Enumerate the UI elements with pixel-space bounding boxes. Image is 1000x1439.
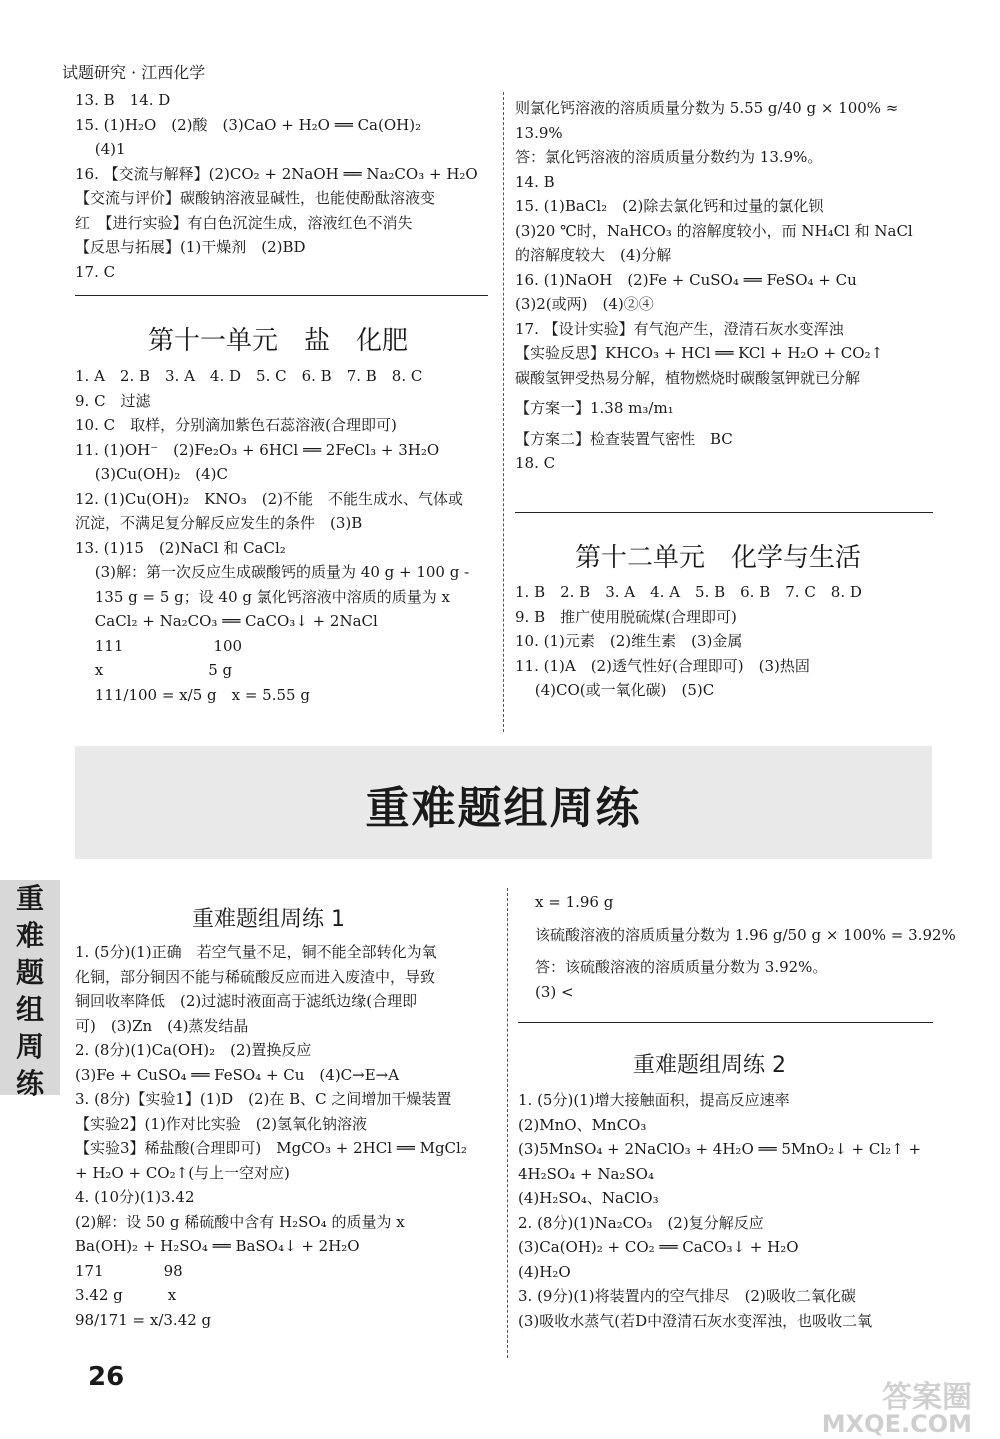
answer-line: 1. (5分)(1)增大接触面积，提高反应速率 (518, 1091, 790, 1109)
week1-right-answers (535, 890, 955, 1004)
answer-line: 化铜，部分铜因不能与稀硫酸反应而进入废渣中，导致 (75, 967, 436, 986)
side-tab-char: 难 (15, 919, 44, 952)
unit12-answers (515, 580, 945, 703)
unit11-answers (75, 364, 495, 707)
answer-line: 【实验2】(1)作对比实验 (2)氢氧化钠溶液 (75, 1114, 368, 1133)
answer-line: 3. (8分)【实验1】(1)D (2)在 B、C 之间增加干燥装置 (75, 1090, 452, 1108)
answer-line: (3)20 ℃时，NaHCO₃ 的溶解度较小，而 NH₄Cl 和 NaCl (515, 221, 913, 240)
section-banner (75, 746, 932, 859)
answer-line: 【方案二】检查装置气密性 BC (515, 429, 733, 448)
answer-line: 可) (3)Zn (4)蒸发结晶 (75, 1016, 249, 1035)
watermark-logo: 答案圈 (882, 1380, 972, 1415)
week2-title: 重难题组周练 2 (633, 1053, 786, 1078)
section-divider (518, 1022, 933, 1023)
answer-line: (3)5MnSO₄ + 2NaClO₃ + 4H₂O ══ 5MnO₂↓ + Cl₂↑ + (518, 1140, 922, 1158)
answer-line: 111 100 (75, 636, 243, 655)
answer-line: 2. (8分)(1)Ca(OH)₂ (2)置换反应 (75, 1041, 312, 1059)
answer-line: 9. B 推广使用脱硫煤(合理即可) (515, 607, 737, 626)
answer-line: x 5 g (75, 661, 233, 679)
answer-line: x = 1.96 g (535, 893, 614, 911)
answer-line: 【实验3】稀盐酸(合理即可) MgCO₃ + 2HCl ══ MgCl₂ (75, 1139, 467, 1157)
answer-line: 4. (10分)(1)3.42 (75, 1188, 195, 1206)
answer-line: (2)解：设 50 g 稀硫酸中含有 H₂SO₄ 的质量为 x (75, 1212, 405, 1231)
answer-line: 11. (1)OH⁻ (2)Fe₂O₃ + 6HCl ══ 2FeCl₃ + 3H₂O (75, 440, 440, 459)
answer-line: 10. C 取样，分别滴加紫色石蕊溶液(合理即可) (75, 416, 397, 434)
side-tab-char: 组 (15, 993, 44, 1026)
answer-line: 17. C (75, 262, 116, 281)
answer-line: (3) < (535, 982, 574, 1001)
answer-line: Ba(OH)₂ + H₂SO₄ ══ BaSO₄↓ + 2H₂O (75, 1237, 360, 1255)
answer-line: 答：氯化钙溶液的溶质质量分数约为 13.9%。 (515, 148, 823, 166)
answer-line: 1. B 2. B 3. A 4. A 5. B 6. B 7. C 8. D (515, 583, 862, 601)
answer-line: 【实验反思】KHCO₃ + HCl ══ KCl + H₂O + CO₂↑ (515, 344, 884, 362)
answer-line: 碳酸氢钾受热易分解，植物燃烧时碳酸氢钾就已分解 (515, 368, 861, 387)
banner-title: 重难题组周练 (365, 783, 642, 834)
answer-line: (3)Cu(OH)₂ (4)C (75, 465, 228, 483)
answer-line: 16. (1)NaOH (2)Fe + CuSO₄ ══ FeSO₄ + Cu (515, 270, 857, 289)
answer-line: 该硫酸溶液的溶质质量分数为 1.96 g/50 g × 100% = 3.92% (535, 925, 956, 944)
answer-line: + H₂O + CO₂↑(与上一空对应) (75, 1163, 290, 1182)
page-number: 26 (88, 1362, 125, 1392)
answer-line: (4)H₂O (518, 1262, 571, 1281)
column-divider (507, 888, 508, 1358)
answer-line: 111/100 = x/5 g x = 5.55 g (75, 685, 310, 704)
unit12-title: 第十二单元 化学与生活 (575, 543, 862, 573)
answer-line: 【方案一】1.38 m₃/m₁ (515, 399, 674, 417)
answer-line: 13.9% (515, 123, 563, 142)
answer-line: 13. (1)15 (2)NaCl 和 CaCl₂ (75, 538, 286, 557)
answer-line: 1. (5分)(1)正确 若空气量不足，铜不能全部转化为氧 (75, 943, 437, 961)
answer-line: 的溶解度较大 (4)分解 (515, 246, 672, 264)
section-divider (515, 512, 933, 513)
answer-line: (3)2(或两) (4)②④ (515, 295, 654, 313)
left-top-answers (75, 88, 495, 284)
answer-line: 17. 【设计实验】有气泡产生，澄清石灰水变浑浊 (515, 319, 844, 338)
answer-line: 15. (1)BaCl₂ (2)除去氯化钙和过量的氯化钡 (515, 197, 824, 215)
answer-line: 16. 【交流与解释】(2)CO₂ + 2NaOH ══ Na₂CO₃ + H₂O (75, 164, 478, 183)
answer-line: 135 g = 5 g；设 40 g 氯化钙溶液中溶质的质量为 x (75, 587, 451, 606)
answer-line: (3)Fe + CuSO₄ ══ FeSO₄ + Cu (4)C→E→A (75, 1065, 400, 1084)
answer-line: (3)吸收水蒸气(若D中澄清石灰水变浑浊，也吸收二氧 (518, 1311, 873, 1330)
right-top-answers (515, 96, 945, 476)
watermark-url: MXQE.COM (821, 1410, 972, 1438)
answer-line: 沉淀，不满足复分解反应发生的条件 (3)B (75, 514, 363, 532)
answer-line: 1. A 2. B 3. A 4. D 5. C 6. B 7. B 8. C (75, 367, 423, 385)
column-divider (503, 92, 504, 732)
answer-line: 13. B 14. D (75, 91, 171, 109)
running-header: 试题研究 · 江西化学 (62, 63, 206, 82)
week1-title: 重难题组周练 1 (192, 907, 345, 932)
answer-line: 3. (9分)(1)将装置内的空气排尽 (2)吸收二氧化碳 (518, 1287, 856, 1305)
answer-line: (3)解：第一次反应生成碳酸钙的质量为 40 g + 100 g - (75, 563, 470, 581)
answer-line: 2. (8分)(1)Na₂CO₃ (2)复分解反应 (518, 1213, 764, 1232)
answer-line: 18. C (515, 454, 556, 472)
week2-answers (518, 1088, 943, 1333)
answer-line: 3.42 g x (75, 1286, 177, 1304)
answer-line: 答：该硫酸溶液的溶质质量分数为 3.92%。 (535, 958, 828, 976)
answer-line: 12. (1)Cu(OH)₂ KNO₃ (2)不能 不能生成水、气体或 (75, 489, 463, 508)
answer-line: (4)CO(或一氧化碳) (5)C (515, 681, 715, 699)
side-tab-char: 题 (15, 956, 44, 989)
week1-answers (75, 940, 500, 1332)
answer-line: 铜回收率降低 (2)过滤时液面高于滤纸边缘(合理即 (75, 992, 418, 1010)
unit11-title: 第十一单元 盐 化肥 (148, 326, 409, 356)
answer-line: (4)1 (75, 140, 126, 158)
answer-line: 15. (1)H₂O (2)酸 (3)CaO + H₂O ══ Ca(OH)₂ (75, 115, 422, 134)
answer-line: 【反思与拓展】(1)干燥剂 (2)BD (75, 238, 306, 256)
answer-line: 14. B (515, 172, 555, 191)
answer-line: 98/171 = x/3.42 g (75, 1310, 212, 1329)
answer-line: 则氯化钙溶液的溶质质量分数为 5.55 g/40 g × 100% ≈ (515, 99, 899, 117)
answer-line: 【交流与评价】碳酸钠溶液显碱性，也能使酚酞溶液变 (75, 189, 436, 207)
answer-line: 11. (1)A (2)透气性好(合理即可) (3)热固 (515, 656, 810, 675)
answer-line: (3)Ca(OH)₂ + CO₂ ══ CaCO₃↓ + H₂O (518, 1238, 799, 1256)
answer-line: 10. (1)元素 (2)维生素 (3)金属 (515, 632, 743, 650)
answer-line: 红 【进行实验】有白色沉淀生成，溶液红色不消失 (75, 213, 413, 232)
answer-line: (2)MnO、MnCO₃ (518, 1115, 647, 1134)
answer-line: 9. C 过滤 (75, 391, 151, 410)
section-divider (75, 295, 488, 296)
side-tab-char: 周 (15, 1030, 44, 1063)
answer-line: 171 98 (75, 1261, 183, 1280)
answer-line: (4)H₂SO₄、NaClO₃ (518, 1189, 659, 1207)
side-tab-char: 练 (15, 1067, 44, 1100)
side-tab-char: 重 (15, 882, 44, 915)
answer-line: 4H₂SO₄ + Na₂SO₄ (518, 1164, 654, 1183)
answer-line: CaCl₂ + Na₂CO₃ ══ CaCO₃↓ + 2NaCl (75, 612, 378, 630)
side-tab (0, 880, 60, 1100)
